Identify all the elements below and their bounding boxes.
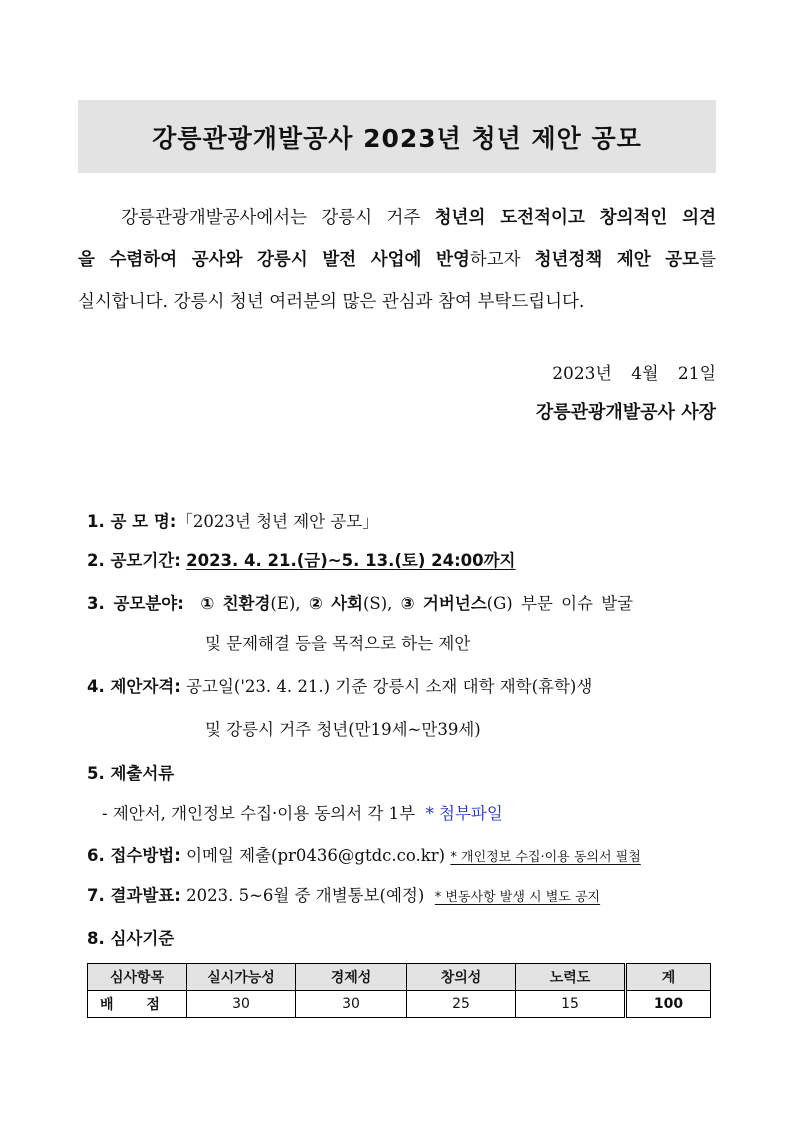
table-cell-total: 100: [626, 991, 711, 1018]
table-header: 노력도: [516, 964, 626, 991]
table-header: 심사항목: [88, 964, 187, 991]
table-header: 경제성: [296, 964, 407, 991]
item-period: 2. 공모기간: 2023. 4. 21.(금)~5. 13.(토) 24:00까지: [87, 551, 516, 570]
attachment-note: * 첨부파일: [425, 804, 503, 823]
table-cell: 15: [516, 991, 626, 1018]
table-cell: 30: [187, 991, 296, 1018]
item-qualification: 4. 제안자격: 공고일('23. 4. 21.) 기준 강릉시 소재 대학 재학(휴학)생: [87, 677, 593, 696]
title-banner: [78, 100, 716, 173]
item-field-line2: 및 문제해결 등을 목적으로 하는 제안: [205, 634, 471, 653]
table-header: 창의성: [407, 964, 516, 991]
table-row: [88, 991, 711, 1018]
criteria-table: [87, 963, 711, 1018]
item-field: 3. 공모분야: ① 친환경(E), ② 사회(S), ③ 거버넌스(G) 부문 이슈 발굴: [87, 594, 634, 613]
intro-line-3: 실시합니다. 강릉시 청년 여러분의 많은 관심과 참여 부탁드립니다.: [78, 292, 585, 312]
table-header: 실시가능성: [187, 964, 296, 991]
table-header-row: [88, 964, 711, 991]
item-qualification-line2: 및 강릉시 거주 청년(만19세~만39세): [205, 720, 481, 739]
organization-signature: 강릉관광개발공사 사장: [535, 402, 716, 423]
notice-date: 2023년 4월 21일: [552, 364, 716, 384]
item-method: 6. 접수방법: 이메일 제출(pr0436@gtdc.co.kr) * 개인정보 수집·이용 동의서 필첨: [87, 846, 641, 865]
table-header-total: 계: [626, 964, 711, 991]
item-documents-label: 5. 제출서류: [87, 764, 175, 783]
item-contest-name: 1. 공 모 명:「2023년 청년 제안 공모」: [87, 512, 379, 531]
page-title: 강릉관광개발공사 2023년 청년 제안 공모: [152, 123, 642, 153]
intro-line-1: 강릉관광개발공사에서는 강릉시 거주 청년의 도전적이고 창의적인 의견: [121, 208, 716, 228]
intro-line-2: 을 수렴하여 공사와 강릉시 발전 사업에 반영하고자 청년정책 제안 공모를: [78, 250, 716, 270]
intro-paragraph: [78, 197, 716, 323]
item-result: 7. 결과발표: 2023. 5~6월 중 개별통보(예정) * 변동사항 발생 시 별도 공지: [87, 886, 601, 905]
table-cell: 25: [407, 991, 516, 1018]
item-criteria-label: 8. 심사기준: [87, 929, 175, 948]
item-documents: - 제안서, 개인정보 수집·이용 동의서 각 1부 * 첨부파일: [102, 804, 503, 823]
table-cell: 30: [296, 991, 407, 1018]
table-row-label: 배 점: [88, 991, 187, 1018]
